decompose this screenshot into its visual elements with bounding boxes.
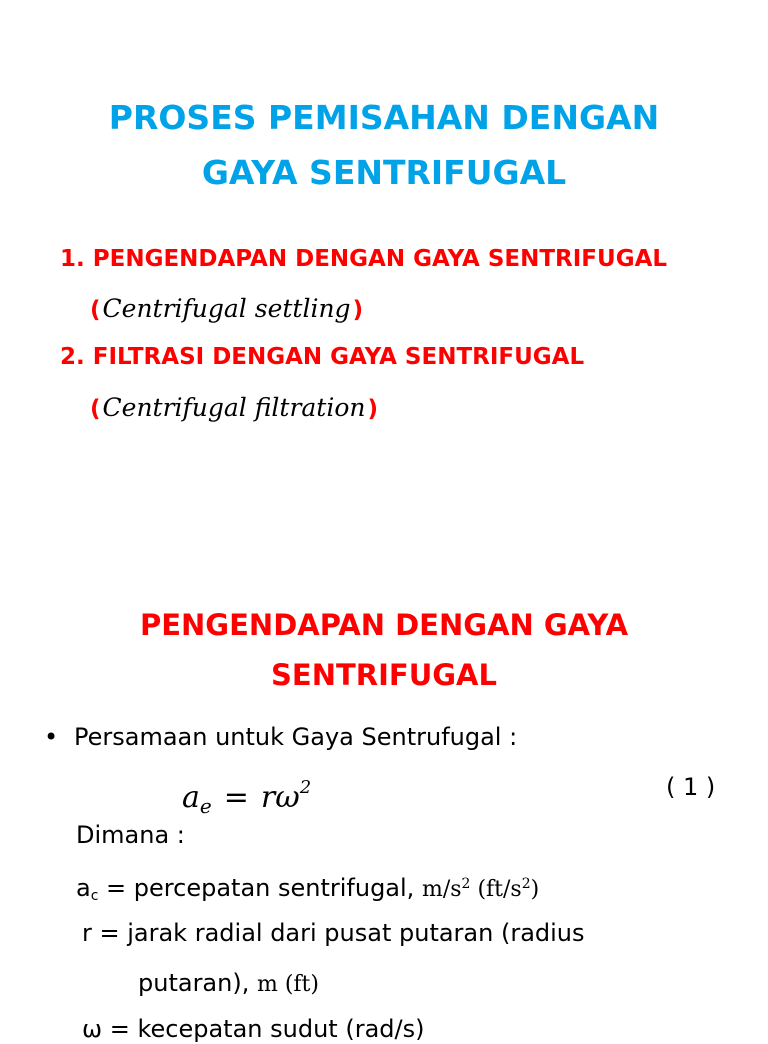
bullet-icon: • <box>44 723 59 751</box>
english-term: Centrifugal filtration <box>102 393 366 422</box>
title-line-2: GAYA SENTRIFUGAL <box>201 153 567 192</box>
equation-lhs-subscript: e <box>199 794 212 818</box>
paren-open: ( <box>90 297 101 323</box>
section-title-line-2: SENTRIFUGAL <box>271 658 497 692</box>
page-title <box>0 90 768 200</box>
definition-r: r = jarak radial dari pusat putaran (radius <box>82 919 585 947</box>
equation-operator: = <box>223 780 249 815</box>
equation <box>182 768 311 826</box>
def-text: putaran), <box>138 969 257 997</box>
unit-m: m (ft) <box>256 972 319 997</box>
def-symbol-subscript: c <box>90 888 99 904</box>
definition-r-continued <box>138 968 319 1000</box>
list-item-subtitle-1 <box>90 294 363 325</box>
equation-lhs: a <box>182 780 200 815</box>
equation-rhs-superscript: 2 <box>299 777 312 798</box>
list-item-heading-2: 2. FILTRASI DENGAN GAYA SENTRIFUGAL <box>60 344 585 370</box>
section-title-line-1: PENGENDAPAN DENGAN GAYA <box>139 608 629 642</box>
paren-close: ) <box>367 396 379 422</box>
equation-number: ( 1 ) <box>666 773 716 801</box>
bullet-item <box>44 722 517 752</box>
english-term: Centrifugal settling <box>102 294 351 323</box>
def-text: = percepatan sentrifugal, <box>98 874 422 902</box>
dimana-label: Dimana : <box>76 821 185 849</box>
list-item-subtitle-2 <box>90 393 378 424</box>
def-symbol: a <box>76 874 91 902</box>
title-line-1: PROSES PEMISAHAN DENGAN <box>108 98 660 137</box>
bullet-text: Persamaan untuk Gaya Sentrufugal : <box>74 723 518 751</box>
paren-close: ) <box>352 297 364 323</box>
definition-omega: ω = kecepatan sudut (rad/s) <box>82 1015 425 1043</box>
definition-ac <box>76 869 539 911</box>
paren-open: ( <box>90 396 101 422</box>
unit-si: $m/s^2$ $(ft/s^2)$ <box>421 876 540 902</box>
section-title <box>0 600 768 700</box>
equation-rhs: rω <box>260 780 300 815</box>
list-item-heading-1: 1. PENGENDAPAN DENGAN GAYA SENTRIFUGAL <box>60 246 668 272</box>
